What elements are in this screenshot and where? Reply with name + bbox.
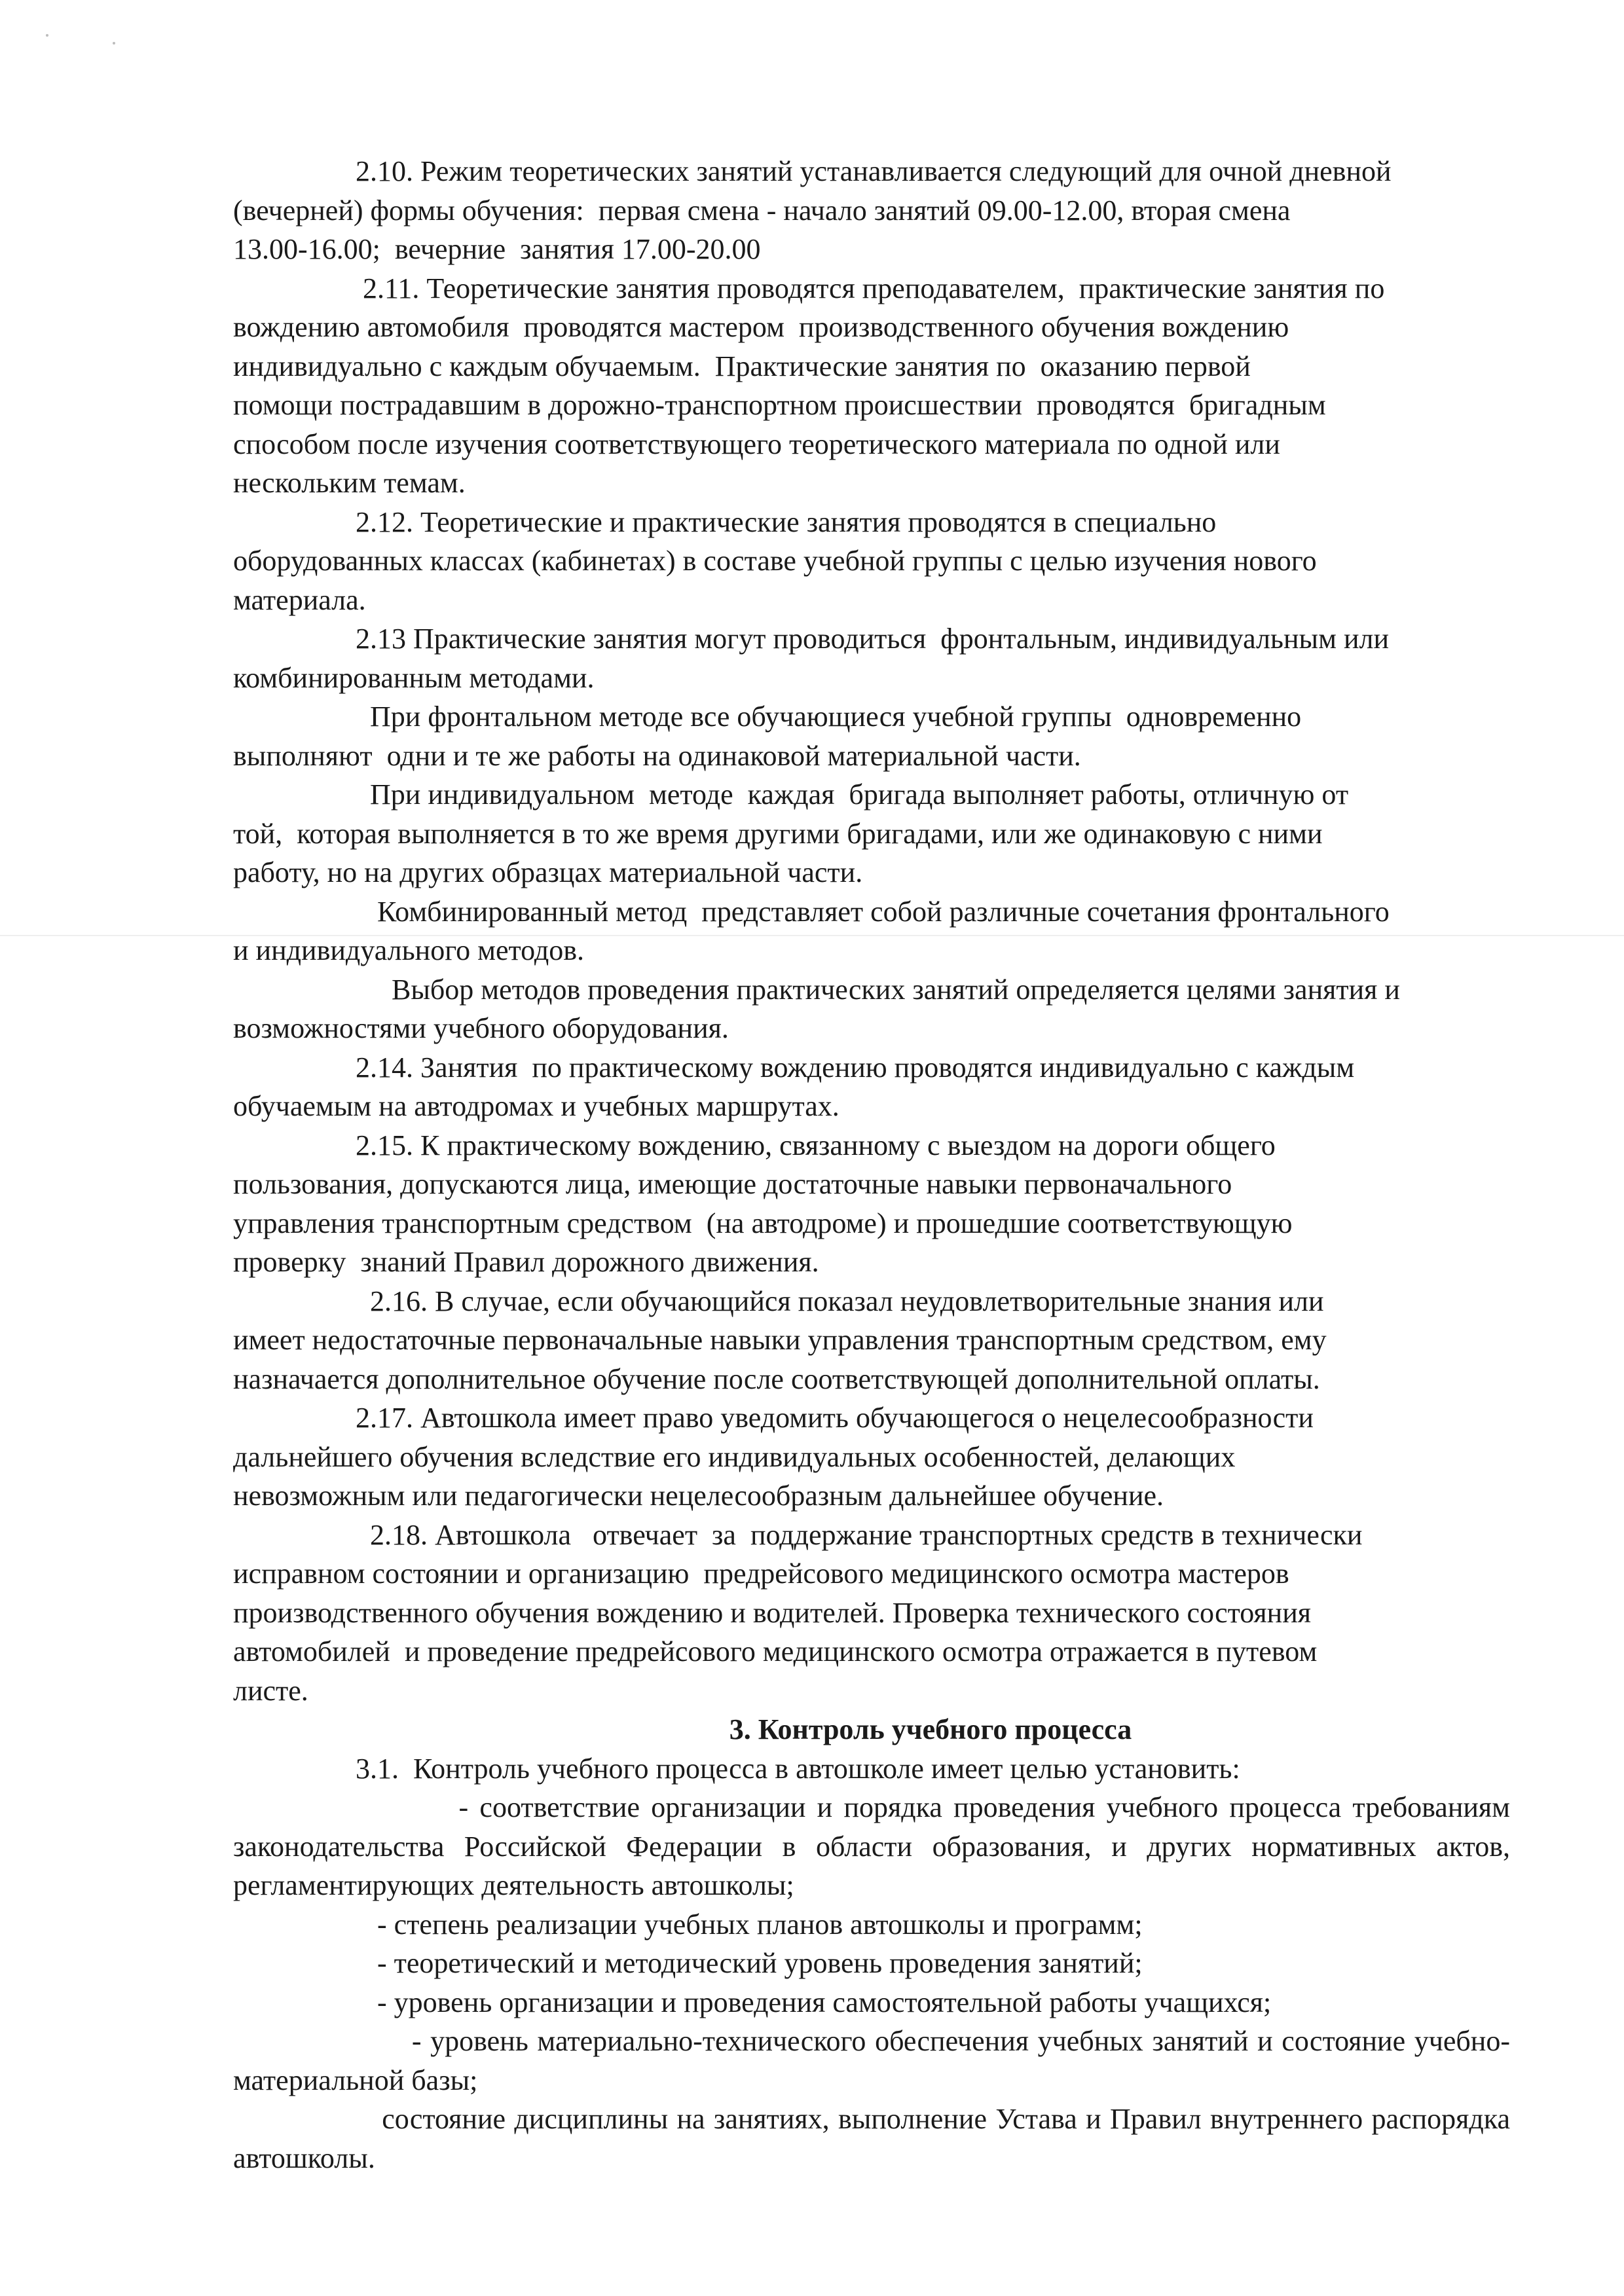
paragraph-2-18: 2.18. Автошкола отвечает за поддержание транспортных средств в технически исправном состоянии и организацию предрейсового медицинского осмотра мастеров производственного обучения вождению и водителей. Проверка технического состояния автомобилей и проведение предрейсового медицинского осмотра отражается в путевом листе. [233, 1518, 1363, 1707]
paragraph-individual-method: При индивидуальном методе каждая бригада выполняет работы, отличную от той, которая выполняется в то же время другими бригадами, или же одинаковую с ними работу, но на других образцах материальной части. [233, 778, 1349, 888]
scan-speck [46, 34, 48, 37]
paragraph-2-17: 2.17. Автошкола имеет право уведомить обучающегося о нецелесообразности дальнейшего обучения вследствие его индивидуальных особенностей, делающих невозможным или педагогически нецелесообразным дальнейшее обучение. [233, 1402, 1314, 1512]
list-item-self-work: - уровень организации и проведения самостоятельной работы учащихся; [233, 1986, 1272, 2018]
paragraph-2-16: 2.16. В случае, если обучающийся показал неудовлетворительные знания или имеет недостаточные первоначальные навыки управления транспортным средством, ему назначается дополнительное обучение после соответствующей дополнительной оплаты. [233, 1285, 1327, 1395]
document-body [233, 152, 1518, 2178]
section-3-heading: 3. Контроль учебного процесса [729, 1713, 1132, 1745]
list-item-material-base: - уровень материально-технического обеспечения учебных занятий и состояние учебно-материальной базы; [233, 2025, 1510, 2096]
scan-speck [113, 42, 115, 45]
list-item-compliance: - соответствие организации и порядка проведения учебного процесса требованиям законодательства Российской Федерации в области образования, и других нормативных актов, регламентирующих деятельность автошколы; [233, 1791, 1518, 1901]
paragraph-combined-method: Комбинированный метод представляет собой различные сочетания фронтального и индивидуального методов. [233, 895, 1390, 966]
paragraph-2-14: 2.14. Занятия по практическому вождению проводятся индивидуально с каждым обучаемым на автодромах и учебных маршрутах. [233, 1051, 1355, 1122]
paragraph-3-1: 3.1. Контроль учебного процесса в автошколе имеет целью установить: [233, 1752, 1240, 1785]
paragraph-2-15: 2.15. К практическому вождению, связанному с выездом на дороги общего пользования, допускаются лица, имеющие достаточные навыки первоначального управления транспортным средством (на автодроме) и прошедшие соответствующую проверку знаний Правил дорожного движения. [233, 1129, 1293, 1278]
paragraph-2-11: 2.11. Теоретические занятия проводятся преподавателем, практические занятия по вождению автомобиля проводятся мастером производственного обучения вождению индивидуально с каждым обучаемым. Практические занятия по оказанию первой помощи пострадавшим в дорожно-транспортном происшествии проводятся бригадным способом после изучения соответствующего теоретического материала по одной или нескольким темам. [233, 272, 1385, 499]
paragraph-2-12: 2.12. Теоретические и практические занятия проводятся в специально оборудованных классах (кабинетах) в составе учебной группы с целью изучения нового материала. [233, 505, 1317, 616]
paragraph-2-13: 2.13 Практические занятия могут проводиться фронтальным, индивидуальным или комбинированным методами. [233, 623, 1390, 694]
paragraph-2-10: 2.10. Режим теоретических занятий устанавливается следующий для очной дневной (вечерней) формы обучения: первая смена - начало занятий 09.00-12.00, вторая смена 13.00-16.00; вечерние занятия 17.00-20.00 [233, 155, 1392, 265]
paragraph-frontal-method: При фронтальном методе все обучающиеся учебной группы одновременно выполняют одни и те же работы на одинаковой материальной части. [233, 701, 1302, 772]
list-item-plans: - степень реализации учебных планов автошколы и программ; [233, 1908, 1143, 1941]
list-item-discipline: состояние дисциплины на занятиях, выполнение Устава и Правил внутреннего распорядка автошколы. [233, 2103, 1518, 2174]
list-item-level: - теоретический и методический уровень проведения занятий; [233, 1947, 1143, 1979]
paragraph-method-choice: Выбор методов проведения практических занятий определяется целями занятия и возможностями учебного оборудования. [233, 973, 1400, 1044]
